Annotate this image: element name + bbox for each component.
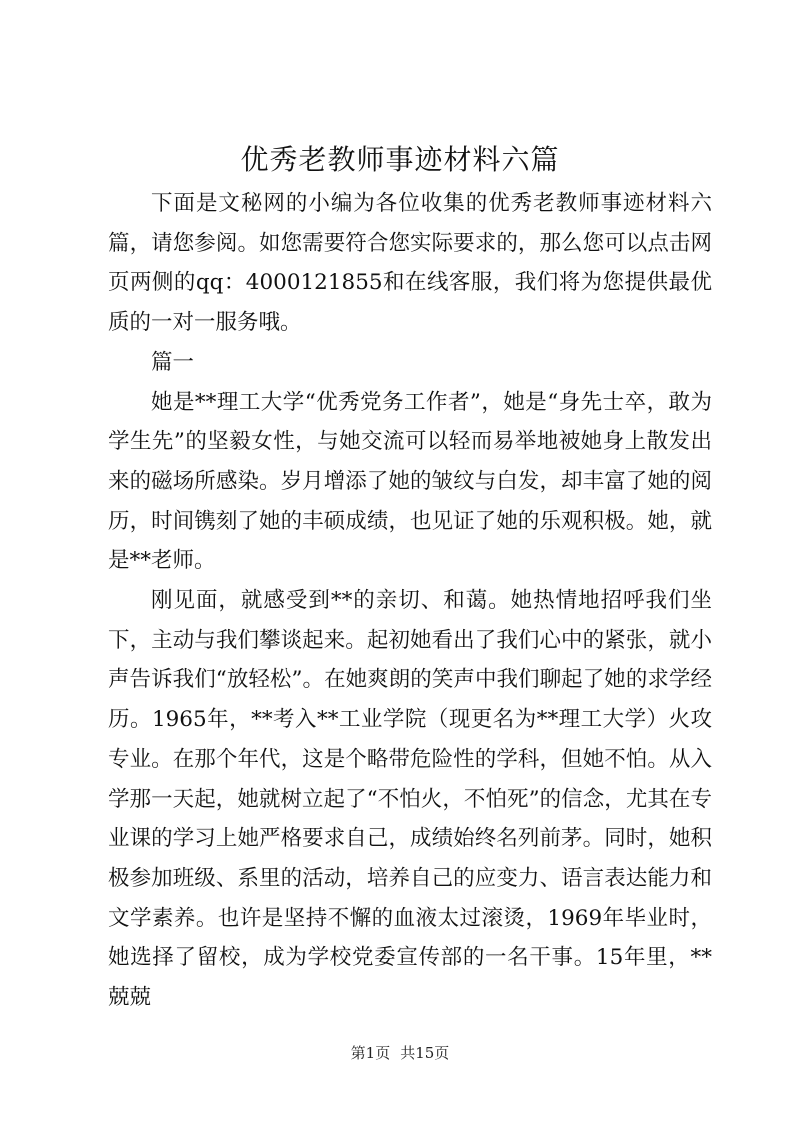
page-number: 第1页	[350, 1044, 391, 1062]
page-total: 共15页	[400, 1044, 450, 1062]
document-title: 优秀老教师事迹材料六篇	[240, 143, 560, 176]
body-paragraph: 她是**理工大学“优秀党务工作者”，她是“身先士卒，敢为学生先”的坚毅女性，与她交流可以轻而易举地被她身上散发出来的磁场所感染。岁月增添了她的皱纹与白发，却丰富了她的阅历，时间镌刻了她的丰硕成绩，也见证了她的乐观积极。她，就是**老师。	[108, 389, 712, 574]
page-footer	[0, 1042, 800, 1064]
intro-paragraph: 下面是文秘网的小编为各位收集的优秀老教师事迹材料六篇，请您参阅。如您需要符合您实际要求的，那么您可以点击网页两侧的qq：4000121855和在线客服，我们将为您提供最优质的一对一服务哦。	[108, 191, 712, 336]
section-heading: 篇一	[151, 349, 195, 375]
document-body	[108, 184, 712, 1018]
body-paragraph: 刚见面，就感受到**的亲切、和蔼。她热情地招呼我们坐下，主动与我们攀谈起来。起初她看出了我们心中的紧张，就小声告诉我们“放轻松”。在她爽朗的笑声中我们聊起了她的求学经历。1965年，**考入**工业学院（现更名为**理工大学）火攻专业。在那个年代，这是个略带危险性的学科，但她不怕。从入学那一天起，她就树立起了“不怕火，不怕死”的信念，尤其在专业课的学习上她严格要求自己，成绩始终名列前茅。同时，她积极参加班级、系里的活动，培养自己的应变力、语言表达能力和文学素养。也许是坚持不懈的血液太过滚烫，1969年毕业时，她选择了留校，成为学校党委宣传部的一名干事。15年里，**兢兢	[108, 588, 712, 1011]
